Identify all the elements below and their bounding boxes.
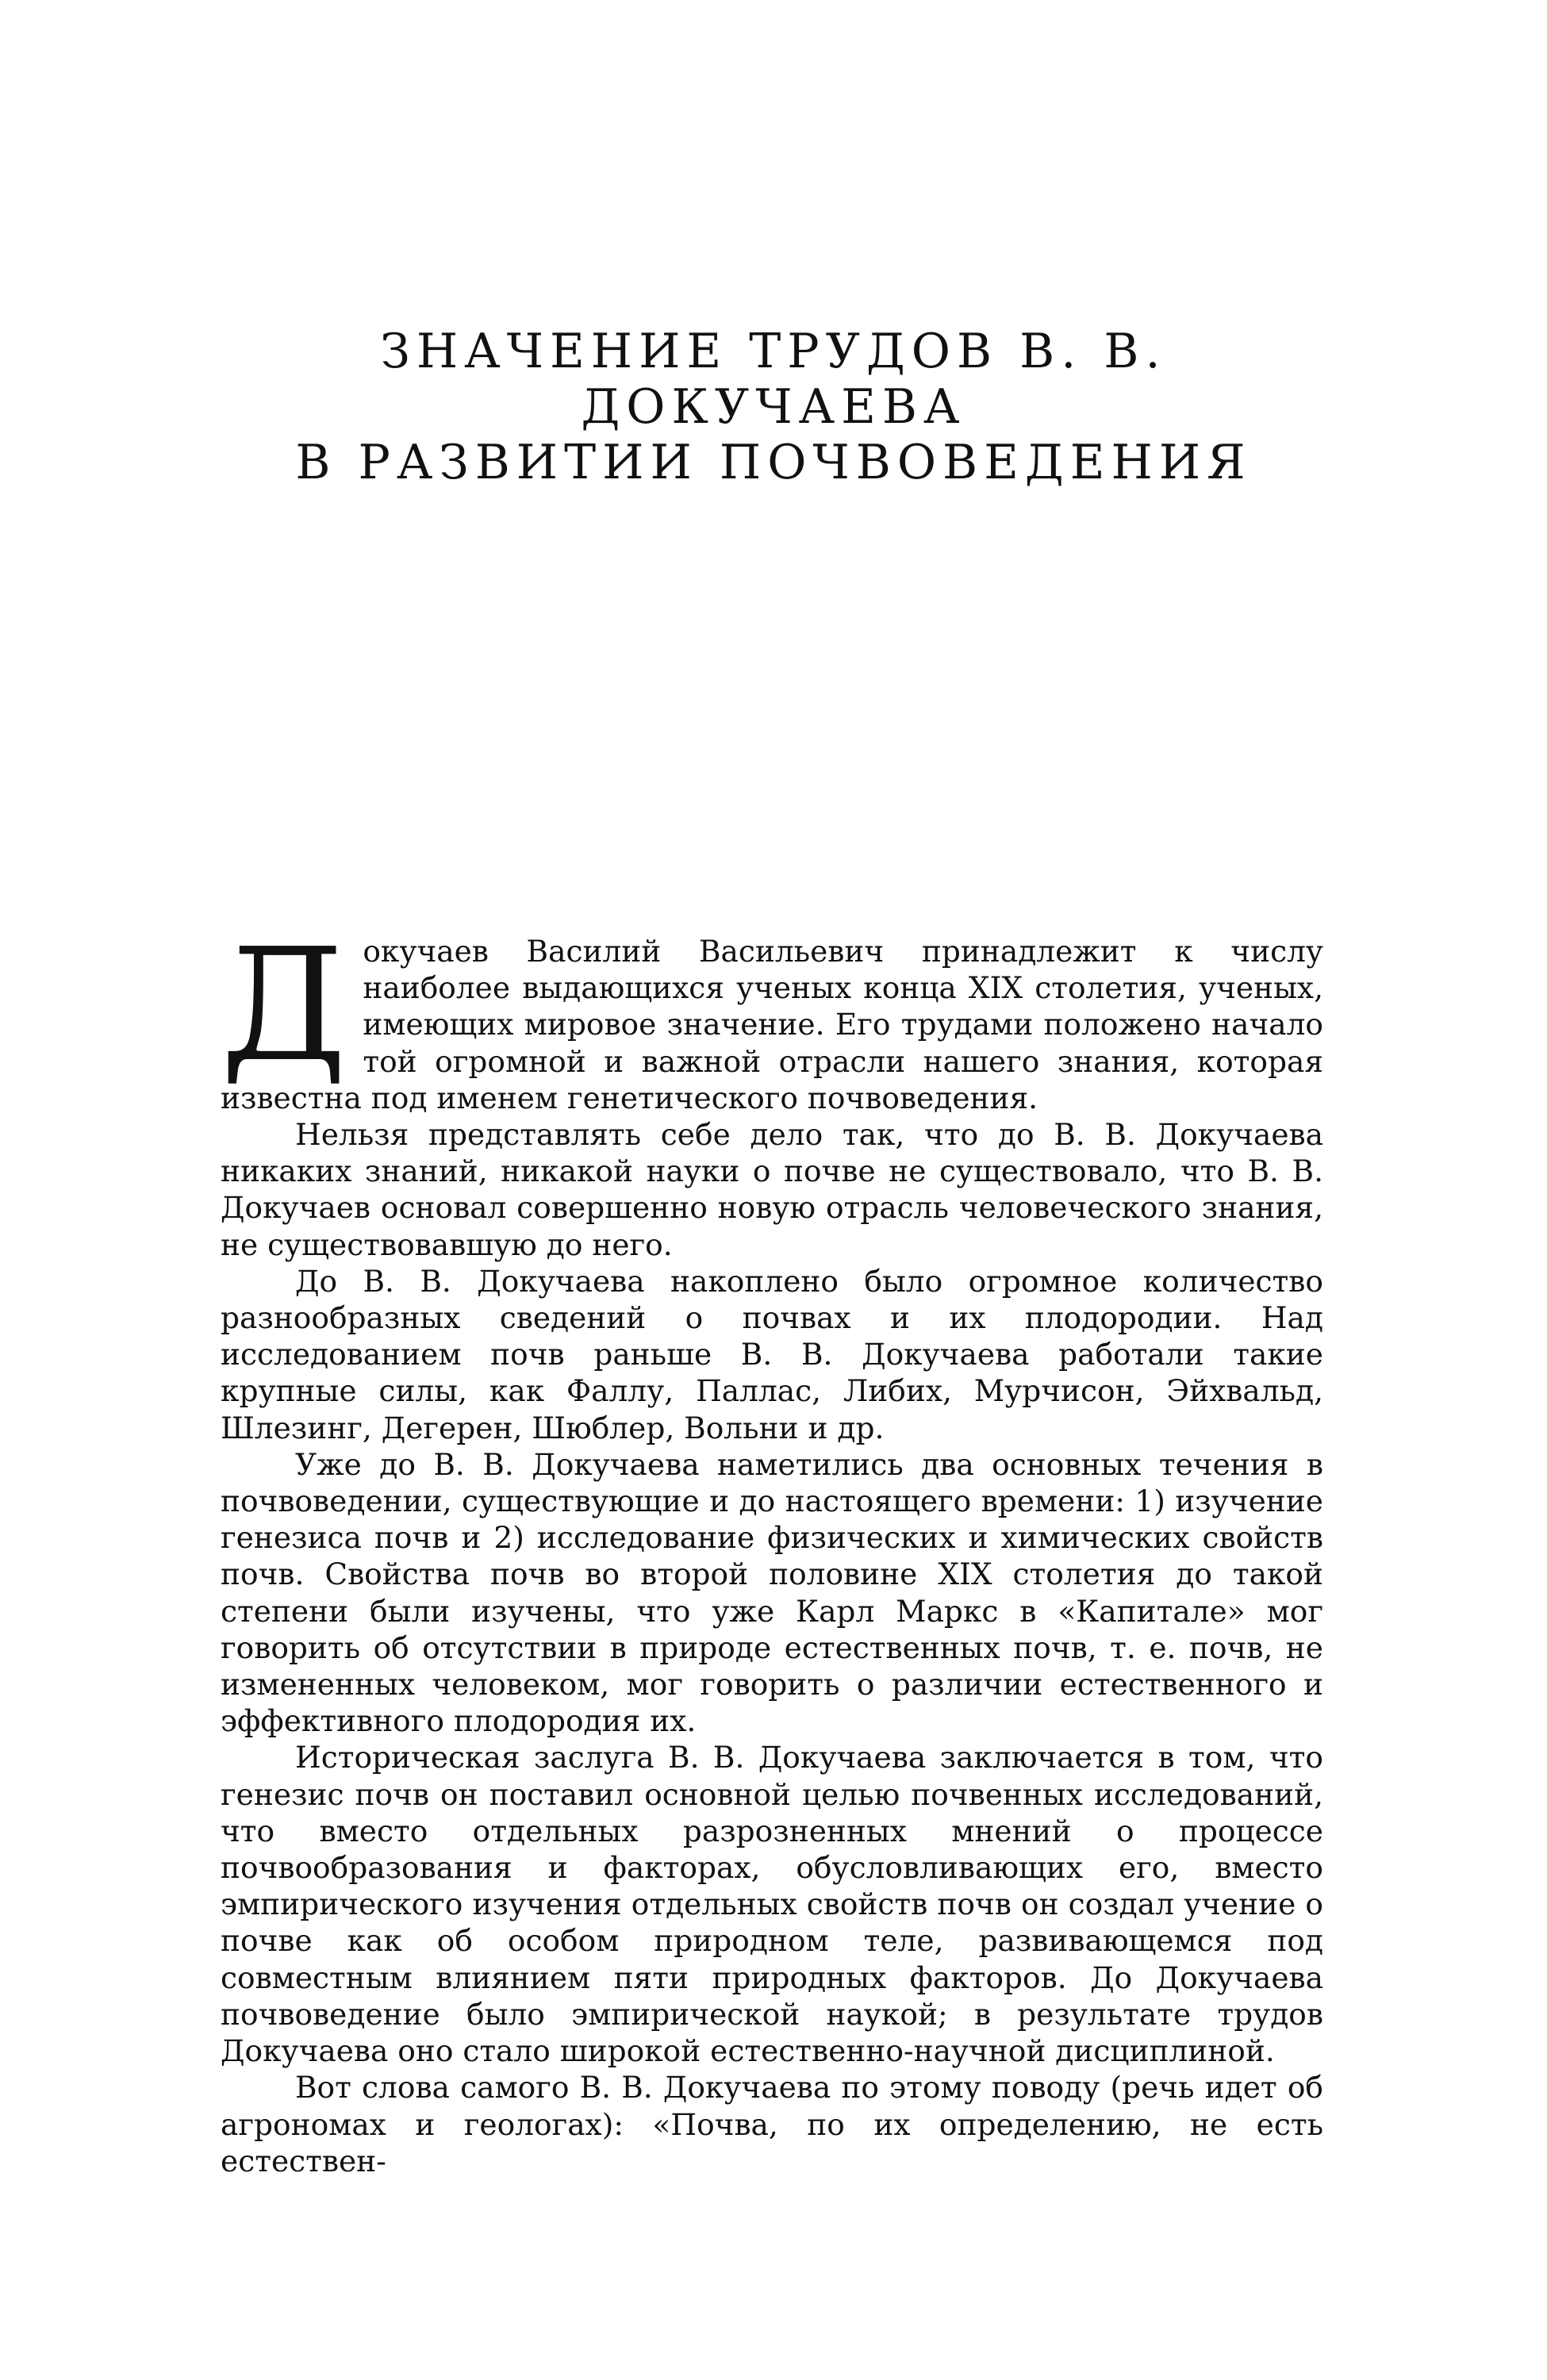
article-title: [198, 324, 1349, 490]
drop-cap: Д: [221, 916, 347, 1096]
paragraph-2: Нельзя представлять себе дело так, что до В. В. Докучаева никаких знаний, никакой науки о почве не существовало, что В. В. Докучаев основал совершенно новую отрасль человеческого знания, не существовавшую до него.: [221, 1117, 1323, 1262]
paragraph-4: Уже до В. В. Докучаева наметились два основных течения в почвоведении, существующие и до настоящего времени: 1) изучение генезиса почв и 2) исследование физических и химических свойств почв. Свойства почв во второй половине XIX столетия до такой степени были изучены, что уже Карл Маркс в «Капитале» мог говорить об отсутствии в природе естественных почв, т. е. почв, не измененных человеком, мог говорить о различии естественного и эффективного плодородия их.: [221, 1446, 1323, 1739]
title-line-2: В РАЗВИТИИ ПОЧВОВЕДЕНИЯ: [295, 435, 1252, 490]
paragraph-5: Историческая заслуга В. В. Докучаева заключается в том, что генезис почв он поставил основной целью почвенных исследований, что вместо отдельных разрозненных мнений о процессе почвообразования и факторах, обусловливающих его, вместо эмпирического изучения отдельных свойств почв он создал учение о почве как об особом природном теле, развивающемся под совместным влиянием пяти природных факторов. До Докучаева почвоведение было эмпирической наукой; в результате трудов Докучаева оно стало широкой естественно-научной дисциплиной.: [221, 1740, 1323, 2069]
paragraph-3: До В. В. Докучаева накоплено было огромное количество разнообразных сведений о почвах и их плодородии. Над исследованием почв раньше В. В. Докучаева работали такие крупные силы, как Фаллу, Паллас, Либих, Мурчисон, Эйхвальд, Шлезинг, Дегерен, Шюблер, Вольни и др.: [221, 1263, 1323, 1445]
paragraph-1: [221, 916, 1323, 1116]
paragraph-1-text: окучаев Василий Васильевич принадлежит к числу наиболее выдающихся ученых конца XIX столетия, ученых, имеющих мировое значение. Его трудами положено начало той огромной и важной отрасли нашего знания, которая известна под именем генетического почвоведения.: [221, 934, 1323, 1115]
paragraph-6: Вот слова самого В. В. Докучаева по этому поводу (речь идет об агрономах и геологах): «Почва, по их определению, не есть естествен-: [221, 2070, 1323, 2178]
article-body: [221, 916, 1323, 2179]
title-line-1: ЗНАЧЕНИЕ ТРУДОВ В. В. ДОКУЧАЕВА: [380, 324, 1167, 435]
